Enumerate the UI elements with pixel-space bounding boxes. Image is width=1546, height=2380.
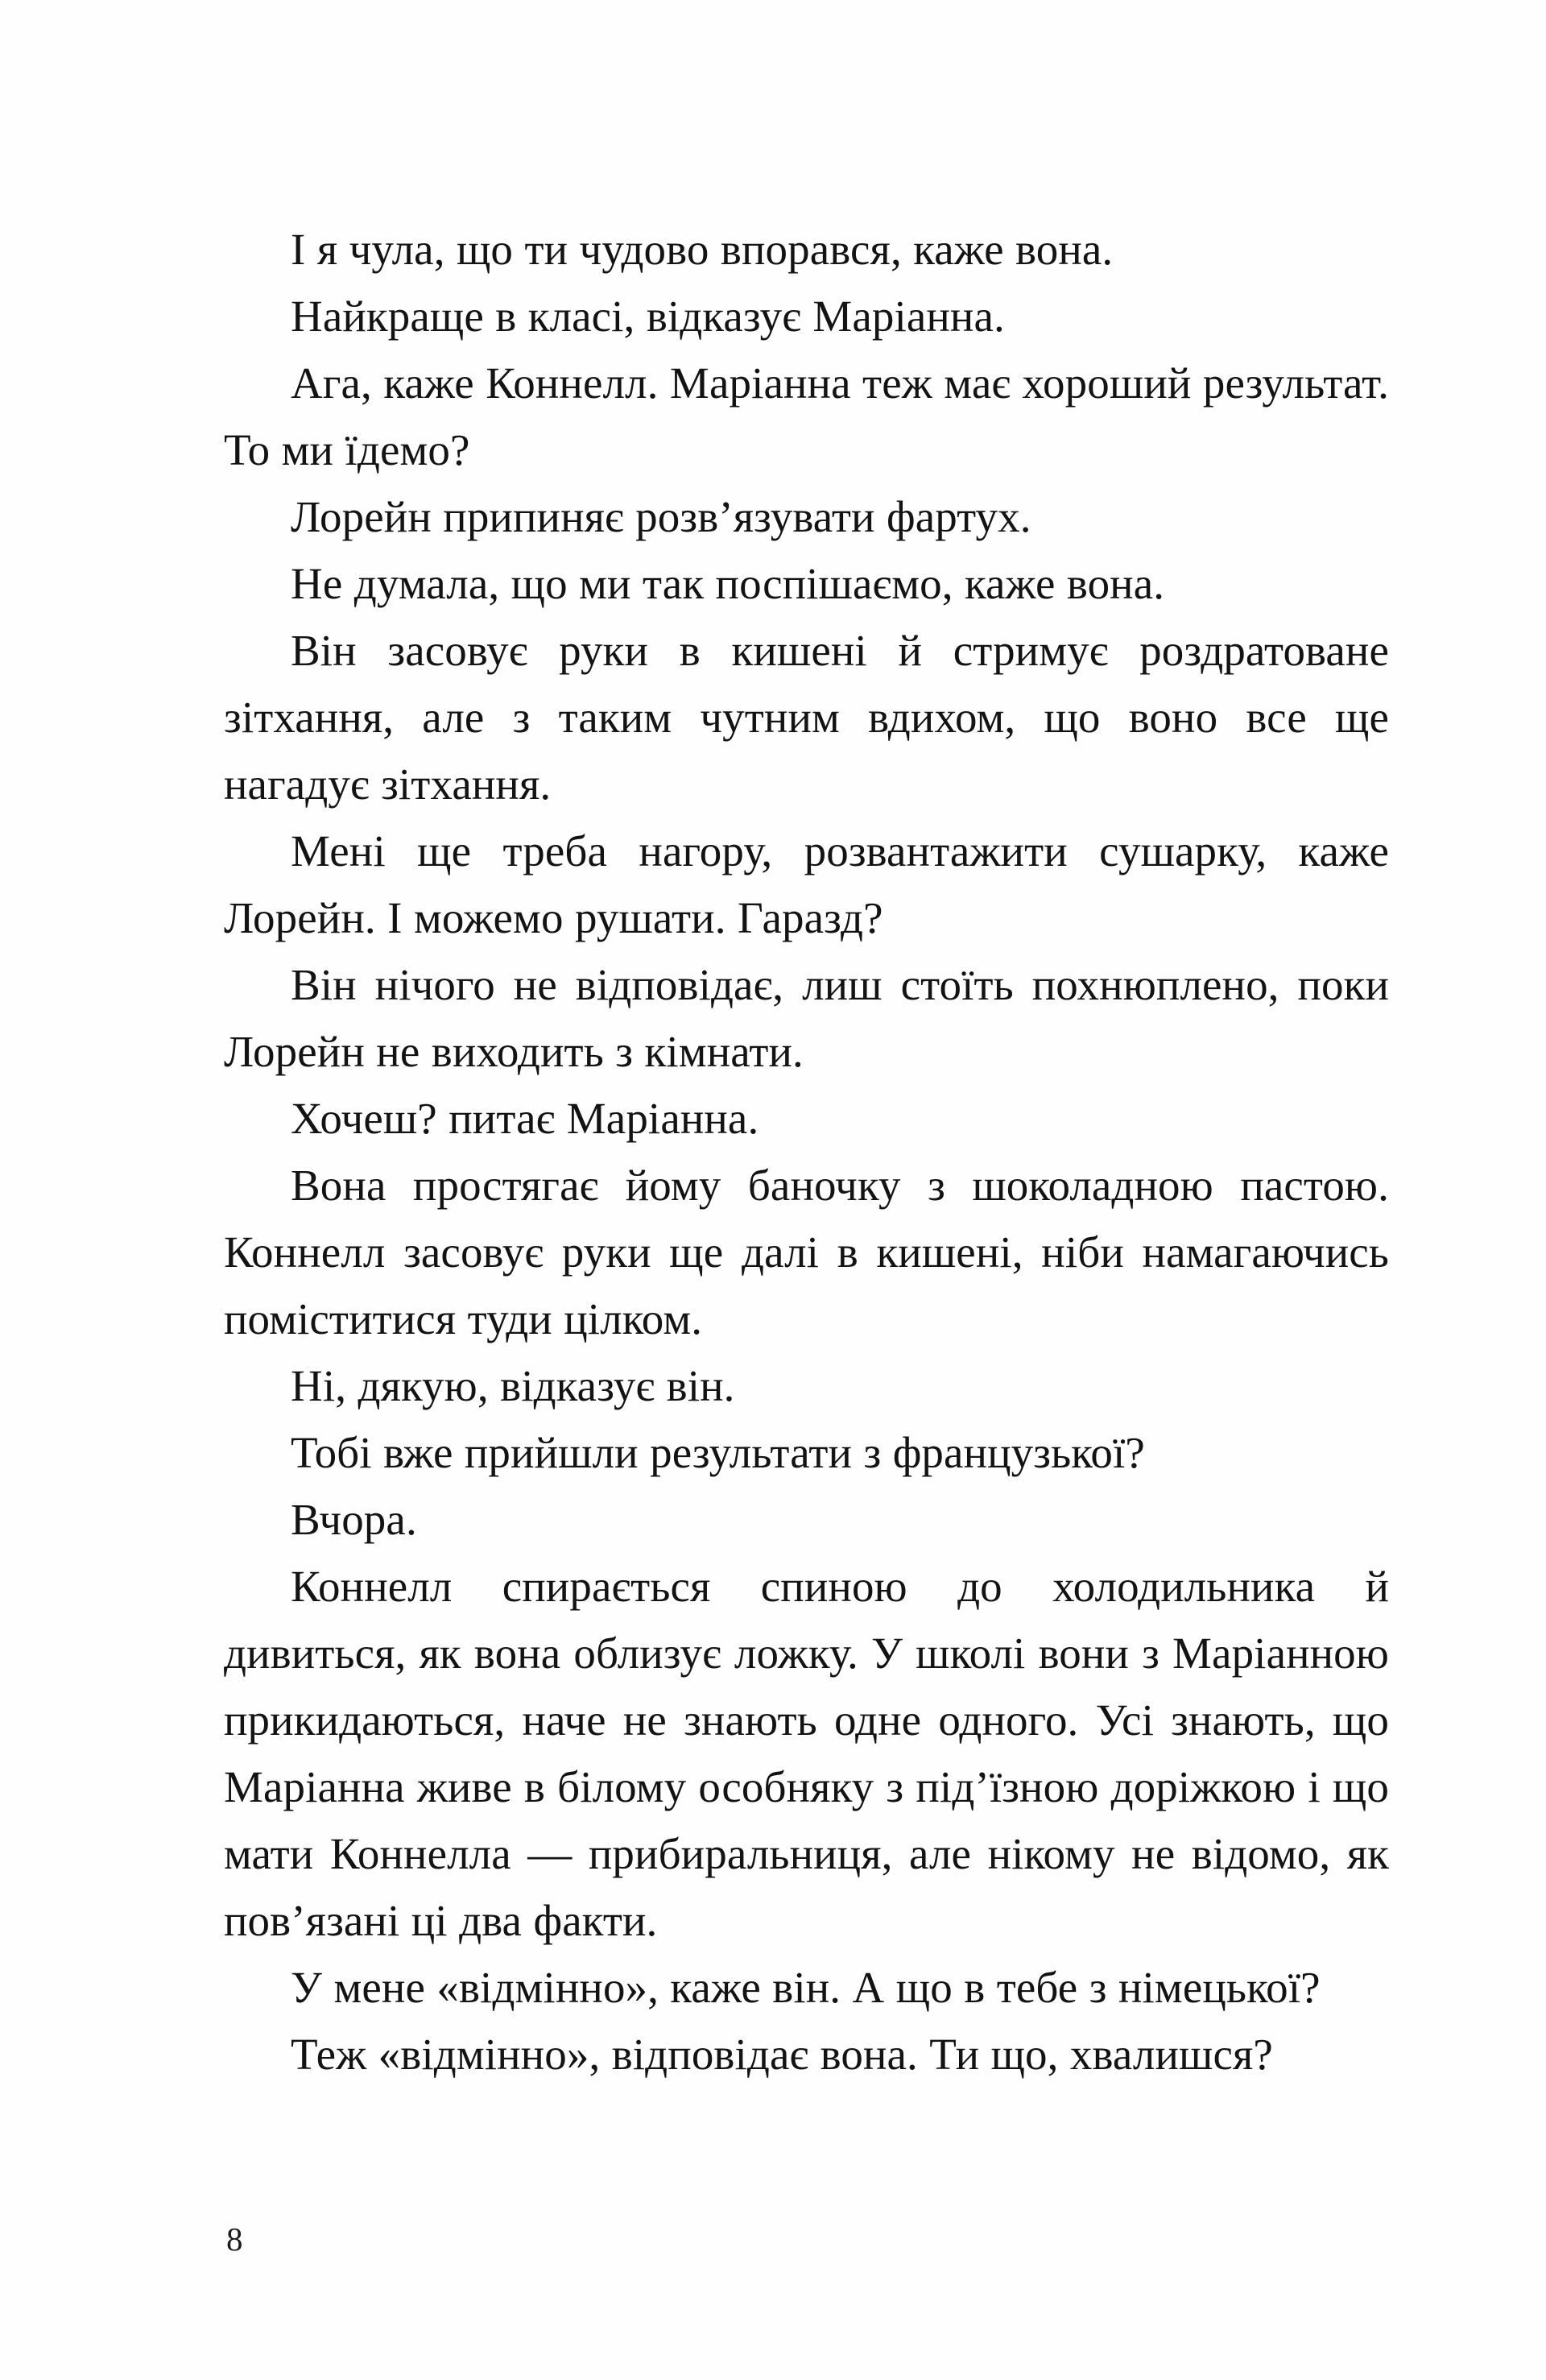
paragraph: Лорейн припиняє розв’язувати фартух.: [291, 492, 1031, 541]
paragraph: Вчора.: [291, 1495, 417, 1544]
paragraph: Вона простягає йому баночку з шоколадною пастою. Коннелл засовує руки ще далі в кишені, ніби намагаючись поміститися туди цілком.: [224, 1161, 1389, 1343]
paragraph: Коннелл спирається спиною до холодильника й дивиться, як вона облизує ложку. У школі вони з Маріанною прикидаються, наче не знають одне одного. Усі знають, що Маріанна живе в білому особняку з під’їзною доріжкою і що мати Коннелла — прибиральниця, але нікому не відомо, як пов’язані ці два факти.: [224, 1562, 1389, 1945]
paragraph: Тобі вже прийшли результати з французької?: [291, 1428, 1145, 1477]
paragraph: Він засовує руки в кишені й стримує роздратоване зітхання, але з таким чутним вдихом, що воно все ще нагадує зітхання.: [224, 626, 1389, 809]
paragraph: Ні, дякую, відказує він.: [291, 1361, 735, 1410]
paragraph: Мені ще треба нагору, розвантажити сушарку, каже Лорейн. І можемо рушати. Гаразд?: [224, 826, 1389, 942]
page-number: 8: [226, 2221, 243, 2258]
paragraph: У мене «відмінно», каже він. А що в тебе з німецької?: [291, 1963, 1321, 2012]
paragraph: Він нічого не відповідає, лиш стоїть похнюплено, поки Лорейн не виходить з кімнати.: [224, 960, 1389, 1076]
page-text-column: [224, 216, 1389, 2088]
paragraph: Не думала, що ми так поспішаємо, каже вона.: [291, 559, 1165, 608]
paragraph: І я чула, що ти чудово впорався, каже вона.: [291, 225, 1114, 274]
paragraph: Найкраще в класі, відказує Маріанна.: [291, 292, 1005, 341]
paragraph: Хочеш? питає Маріанна.: [291, 1094, 759, 1143]
paragraph: Ага, каже Коннелл. Маріанна теж має хороший результат. То ми їдемо?: [224, 358, 1389, 474]
paragraph: Теж «відмінно», відповідає вона. Ти що, хвалишся?: [291, 2030, 1273, 2079]
